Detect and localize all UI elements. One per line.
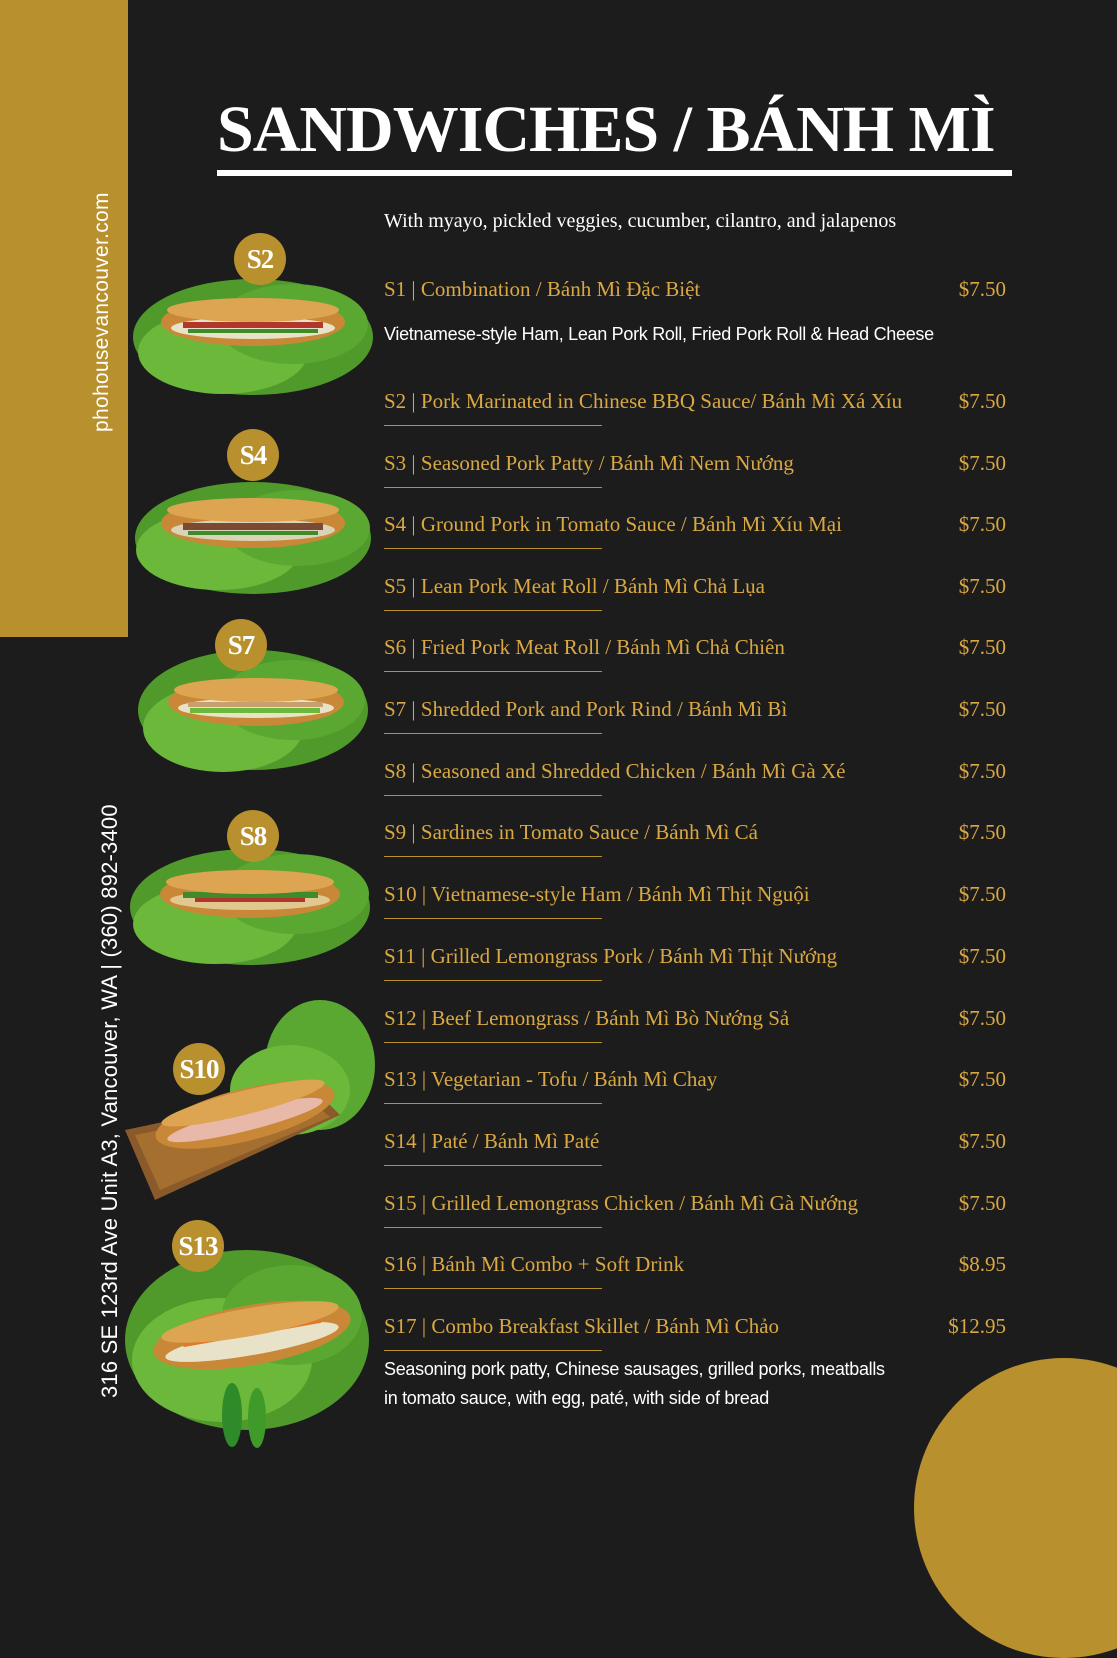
address-text: 316 SE 123rd Ave Unit A3, Vancouver, WA | (360) 892-3400 bbox=[97, 804, 122, 1398]
item-divider bbox=[384, 1103, 602, 1104]
item-price: $7.50 bbox=[958, 1129, 1006, 1153]
item-divider bbox=[384, 1350, 602, 1351]
sandwich-photo-s10 bbox=[125, 995, 375, 1205]
item-name: S16 | Bánh Mì Combo + Soft Drink bbox=[384, 1252, 685, 1276]
item-price: $8.95 bbox=[958, 1252, 1006, 1276]
menu-item-s2 bbox=[384, 389, 1006, 429]
badge-s10: S10 bbox=[173, 1043, 225, 1095]
item-divider bbox=[384, 610, 602, 611]
item-name: S11 | Grilled Lemongrass Pork / Bánh Mì Thịt Nướng bbox=[384, 944, 838, 968]
item-price: $7.50 bbox=[958, 574, 1006, 598]
item-price: $7.50 bbox=[958, 1067, 1006, 1091]
sandwich-photo-s13 bbox=[122, 1240, 372, 1450]
item-name: S9 | Sardines in Tomato Sauce / Bánh Mì Cá bbox=[384, 820, 758, 844]
menu-item-s15 bbox=[384, 1191, 1006, 1231]
item-price: $7.50 bbox=[958, 512, 1006, 536]
website-text: phohousevancouver.com bbox=[90, 192, 113, 432]
menu-item-s4 bbox=[384, 512, 1006, 552]
item-name: S15 | Grilled Lemongrass Chicken / Bánh Mì Gà Nướng bbox=[384, 1191, 859, 1215]
item-divider bbox=[384, 671, 602, 672]
menu-item-s16 bbox=[384, 1252, 1006, 1292]
item-price: $7.50 bbox=[958, 944, 1006, 968]
item-divider bbox=[384, 1042, 602, 1043]
item-divider bbox=[384, 980, 602, 981]
item-price: $7.50 bbox=[958, 820, 1006, 844]
menu-item-s6 bbox=[384, 635, 1006, 675]
item-name: S14 | Paté / Bánh Mì Paté bbox=[384, 1129, 600, 1153]
menu-item-s8 bbox=[384, 759, 1006, 799]
menu-item-s17 bbox=[384, 1314, 1006, 1354]
item-description-s1: Vietnamese-style Ham, Lean Pork Roll, Fried Pork Roll & Head Cheese bbox=[384, 324, 934, 344]
item-divider bbox=[384, 548, 602, 549]
menu-item-s14 bbox=[384, 1129, 1006, 1169]
item-price: $7.50 bbox=[958, 759, 1006, 783]
badge-s13: S13 bbox=[172, 1220, 224, 1272]
item-name: S2 | Pork Marinated in Chinese BBQ Sauce/ Bánh Mì Xá Xíu bbox=[384, 389, 903, 413]
item-divider bbox=[384, 856, 602, 857]
item-name: S17 | Combo Breakfast Skillet / Bánh Mì Chảo bbox=[384, 1314, 780, 1338]
item-description-s17-line2: in tomato sauce, with egg, paté, with side of bread bbox=[384, 1388, 769, 1408]
item-name: S3 | Seasoned Pork Patty / Bánh Mì Nem Nướng bbox=[384, 451, 794, 475]
gold-corner-circle bbox=[914, 1358, 1117, 1658]
menu-item-s3 bbox=[384, 451, 1006, 491]
item-name: S6 | Fried Pork Meat Roll / Bánh Mì Chả Chiên bbox=[384, 635, 785, 659]
item-divider bbox=[384, 795, 602, 796]
menu-item-s9 bbox=[384, 820, 1006, 860]
menu-item-s5 bbox=[384, 574, 1006, 614]
item-divider bbox=[384, 733, 602, 734]
item-price: $7.50 bbox=[958, 882, 1006, 906]
menu-item-s12 bbox=[384, 1006, 1006, 1046]
badge-s4: S4 bbox=[227, 429, 279, 481]
item-divider bbox=[384, 1288, 602, 1289]
badge-s7: S7 bbox=[215, 619, 267, 671]
badge-s2: S2 bbox=[234, 233, 286, 285]
item-name: S5 | Lean Pork Meat Roll / Bánh Mì Chả Lụa bbox=[384, 574, 765, 598]
menu-item-s1 bbox=[384, 277, 1006, 317]
item-divider bbox=[384, 918, 602, 919]
item-price: $7.50 bbox=[958, 1006, 1006, 1030]
item-price: $7.50 bbox=[958, 277, 1006, 301]
badge-s8: S8 bbox=[227, 810, 279, 862]
item-description-s17-line1: Seasoning pork patty, Chinese sausages, grilled porks, meatballs bbox=[384, 1359, 885, 1379]
title-underline bbox=[217, 170, 1012, 176]
menu-item-s11 bbox=[384, 944, 1006, 984]
item-divider bbox=[384, 425, 602, 426]
menu-item-s13 bbox=[384, 1067, 1006, 1107]
item-name: S8 | Seasoned and Shredded Chicken / Bánh Mì Gà Xé bbox=[384, 759, 846, 783]
item-price: $7.50 bbox=[958, 697, 1006, 721]
item-price: $12.95 bbox=[948, 1314, 1006, 1338]
item-name: S4 | Ground Pork in Tomato Sauce / Bánh Mì Xíu Mại bbox=[384, 512, 842, 536]
item-name: S13 | Vegetarian - Tofu / Bánh Mì Chay bbox=[384, 1067, 718, 1091]
menu-item-s7 bbox=[384, 697, 1006, 737]
item-price: $7.50 bbox=[958, 635, 1006, 659]
item-divider bbox=[384, 1227, 602, 1228]
item-divider bbox=[384, 487, 602, 488]
item-name: S12 | Beef Lemongrass / Bánh Mì Bò Nướng Sả bbox=[384, 1006, 790, 1030]
item-name: S10 | Vietnamese-style Ham / Bánh Mì Thịt Nguội bbox=[384, 882, 810, 906]
item-price: $7.50 bbox=[958, 451, 1006, 475]
menu-item-s10 bbox=[384, 882, 1006, 922]
item-name: S1 | Combination / Bánh Mì Đặc Biệt bbox=[384, 277, 701, 301]
menu-subtitle: With myayo, pickled veggies, cucumber, cilantro, and jalapenos bbox=[384, 210, 897, 232]
item-price: $7.50 bbox=[958, 1191, 1006, 1215]
page-title: SANDWICHES / BÁNH MÌ bbox=[217, 93, 995, 166]
item-divider bbox=[384, 1165, 602, 1166]
item-price: $7.50 bbox=[958, 389, 1006, 413]
item-name: S7 | Shredded Pork and Pork Rind / Bánh Mì Bì bbox=[384, 697, 788, 721]
